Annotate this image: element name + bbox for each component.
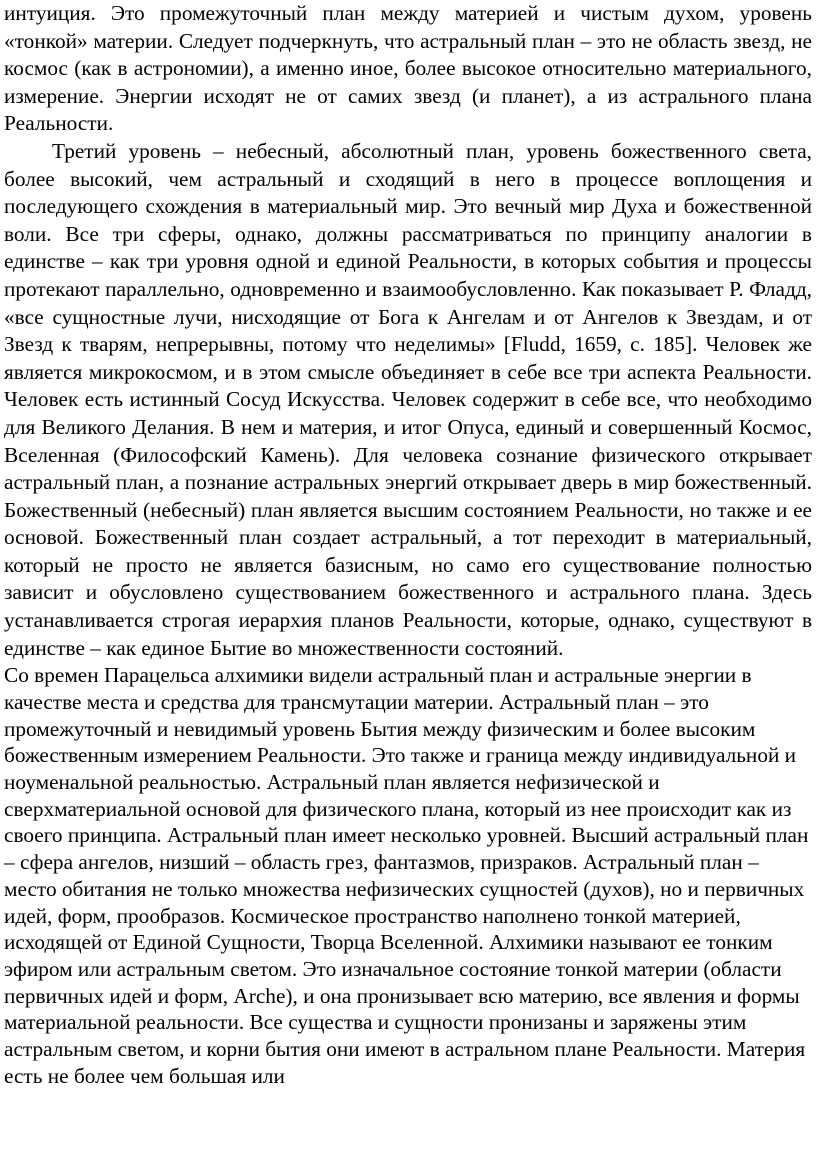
paragraph-paracelsus: Со времен Парацельса алхимики видели астральный план и астральные энергии в качестве места и средства для трансмутации материи. Астральный план – это промежуточный и невидимый уровень Бытия между физическим и более высоким божественным измерением Реальности. Это также и граница между индивидуальной и ноуменальной реальностью. Астральный план является нефизической и сверхматериальной основой для физического плана, который из нее происходит как из своего принципа. Астральный план имеет несколько уровней. Высший астральный план – сфера ангелов, низший – область грез, фантазмов, призраков. Астральный план – место обитания не только множества нефизических сущностей (духов), но и первичных идей, форм, прообразов. Космическое пространство наполнено тонкой материей, исходящей от Единой Сущности, Творца Вселенной. Алхимики называют ее тонким эфиром или астральным светом. Это изначальное состояние тонкой материи (области первичных идей и форм, Arche), и она пронизывает всю материю, все явления и формы материальной реальности. Все существа и сущности пронизаны и заряжены этим астральным светом, и корни бытия они имеют в астральном плане Реальности. Материя есть не более чем большая или	[4, 663, 809, 1088]
paragraph-third-level: Третий уровень – небесный, абсолютный план, уровень божественного света, более высокий, чем астральный и сходящий в него в процессе воплощения и последующего схождения в материальный мир. Это вечный мир Духа и божественной воли. Все три сферы, однако, должны рассматриваться по принципу аналогии в единстве – как три уровня одной и единой Реальности, в которых события и процессы протекают параллельно, одновременно и взаимообусловленно. Как показывает Р. Фладд, «все сущностные лучи, нисходящие от Бога к Ангелам и от Ангелов к Звездам, и от Звезд к тварям, непрерывны, потому что неделимы» [Fludd, 1659, c. 185]. Человек же является микрокосмом, и в этом смысле объединяет в себе все три аспекта Реальности. Человек есть истинный Сосуд Искусства. Человек содержит в себе все, что необходимо для Великого Делания. В нем и материя, и итог Опуса, единый и совершенный Космос, Вселенная (Философский Камень). Для человека сознание физического открывает астральный план, а познание астральных энергий открывает дверь в мир божественный. Божественный (небесный) план является высшим состоянием Реальности, но также и ее основой. Божественный план создает астральный, а тот переходит в материальный, который не просто не является базисным, но само его существование полностью зависит и обусловлено существованием божественного и астрального плана. Здесь устанавливается строгая иерархия планов Реальности, которые, однако, существуют в единстве – как единое Бытие во множественности состояний.	[4, 138, 812, 660]
paragraph-astral-intro: интуиция. Это промежуточный план между материей и чистым духом, уровень «тонкой» материи. Следует подчеркнуть, что астральный план – это не область звезд, не космос (как в астрономии), а именно иное, более высокое относительно материального, измерение. Энергии исходят не от самих звезд (и планет), а из астрального плана Реальности.	[4, 1, 812, 136]
document-page	[4, 0, 812, 1090]
